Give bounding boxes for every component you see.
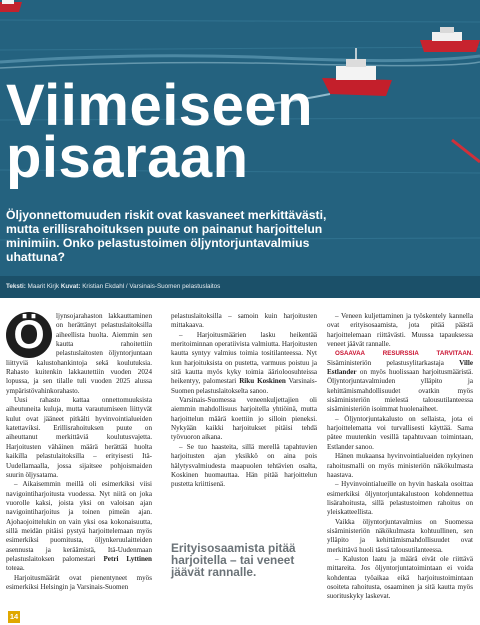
paragraph: – Kaluston laatu ja määrä eivät ole riittävä mittareita. Jos öljyntorjuntatoimintaan ei voida kohdentaa työaikaa eikä harjoitustoimintaan osoiteta rahoitusta, osaaminen ja sitä kautta myös suorituskyky laskevat.: [327, 554, 473, 601]
paragraph: [171, 331, 317, 396]
pull-quote: Erityisosaamista pitää harjoitella – tai veneet jäävät rannalle.: [171, 541, 296, 580]
paragraph: Hänen mukaansa hyvinvointialueiden nykyinen rahoitusmalli on myös ministeriön näkökulmasta haastava.: [327, 452, 473, 479]
paragraph: [6, 312, 152, 396]
byline-photo-label: Kuvat:: [60, 283, 81, 290]
drop-cap: Ö: [6, 312, 52, 358]
article-column-2: [171, 312, 317, 490]
paragraph: Varsinais-Suomessa veneenkuljettajien oli aiemmin mahdollisuus harjoitella yhtiöinä, mutta harjoittelun määrä koettiin jo silloin pieneksi. Nykyään kaikki harjoitukset pitäisi tehdä työvuoron aikana.: [171, 396, 317, 442]
section-subhead: OSAAVAA RESURSSIA TARVITAAN.: [335, 350, 473, 358]
hero-photo: [0, 0, 480, 298]
paragraph: – Hyvinvointialueille on hyvin haskala osoittaa esimerkiksi öljyntorjuntakalustoon kohdennettua lisärahoitusta, sillä pelastustoimen rahoitus on yleiskatteellista.: [327, 480, 473, 517]
paragraph-text: Varsinais-Suomen pelastuslaitokselta sanoo.: [171, 377, 318, 395]
headline-line-2: pisaraan: [6, 125, 249, 190]
paragraph-text: ljynsojarahaston lakkauttaminen on herättänyt pelastuslaitoksilla aiheellista huolta. Aiemmin sen kautta rahoitettiin pelastuslaitosten öljyntorjuntaan liittyviä kalustohankintoja sekä koulutuksia. Rahasto kuitenkin lakkautettiin vuoden 2024 lopussa, ja sen tilalle tuli vuoden 2025 alussa ympäristövahinkorahasto.: [6, 312, 152, 395]
paragraph: – Se tuo haasteita, sillä merellä tapahtuvien harjoitusten ajan yksikkö on aina pois hälytysvalmiudesta maapuolen tehtävien osalta, Koskinen huomauttaa. Hän pitää harjoittelun pustetta kriittisenä.: [171, 442, 317, 489]
paragraph-text: on myös huolissaan harjoitusmääristä. Öljyntorjuntavalmiuden ylläpito ja kehittämismahdollisuudet ovatkin myös sisäministeriön mielestä talousutilanteessa sisäministeriön isoimmat huolenaiheet.: [327, 368, 473, 414]
byline-text-label: Teksti:: [6, 283, 26, 290]
paragraph-text: Sisäministeriön pelastusylitarkastaja: [327, 358, 444, 367]
person-name: Petri Lyttinen: [103, 554, 152, 563]
paragraph: – Öljyntorjuntakalusto on sellaista, jota ei harjoittelematta voi turvallisesti käyttää. Sama pätee muutenkin vesillä tapahtuvaan toimintaan, Estlander sanoo.: [327, 414, 473, 451]
paragraph-text: – Aikaisemmin meillä oli esimerkiksi viisi navigointiharjoitusta vuodessa. Nyt niitä on joka vuorolle kaksi, joista yksi on valoisan ajan navigointiharjoitus ja toinen pimeän ajan. Ajohaojoittelukin on vain yksi osa kokonaisuutta, sillä meidän pitäisi pystyä harjoittelemaan myös esimerkiksi puomitusta, öljynkeruulaitteiden asennusta ja keräämistä, Itä-Uudenmaan pelastuslaitoksen palomestari: [6, 480, 152, 563]
paragraph: [327, 349, 473, 414]
paragraph: Harjoitusmäärät ovat pienentyneet myös esimerkiksi Helsingin ja Varsinais-Suomen: [6, 573, 152, 591]
page-number: 14: [9, 612, 19, 621]
byline-author: Maarit Kirjk: [27, 283, 60, 290]
person-name: Riku Koskinen: [239, 377, 286, 386]
headline-line-1: Viimeiseen: [6, 73, 314, 138]
paragraph: Uusi rahasto kattaa onnettomuuksista aiheutuneita kuluja, mutta varautumiseen liittyvät kulut ovat jääneet pitkälti hyvinvointialueiden katettaviksi. Erillisrahoituksen puute on aiheuttanut merkittäviä koulutusvajetta. Harjoitusten vähäinen määrä herättää huolta kaikilla pelastulaitoksilla – erityisesti Itä-Uudellamaalla, jossa sijaitsee pohjoismaiden suurin öljysatama.: [6, 396, 152, 479]
headline: [0, 73, 314, 190]
paragraph: [6, 480, 152, 573]
paragraph: – Veneen kuljettaminen ja työskentely kannella ovat erityisosaamista, jota pitää päästä harjoittelemaan riittävästi. Muussa tapauksessa veneet jäävät rannalle.: [327, 312, 473, 349]
article-column-3: [327, 312, 473, 602]
paragraph-text: – Harjoitusmäärien lasku heikentää meritoiminnan operatiivista valmiutta. Harjoitusten kautta syntyy valmius toimia tositilanteessa. Nyt kun harjoituksista on pustetta, varmuus poistuu ja sitä kautta myös kyky toimia äärioloosuhteissa heikentyy, palomestari: [171, 330, 317, 386]
person-name: Ville Estlander: [327, 358, 473, 377]
lead-paragraph: Öljyonnettomuuden riskit ovat kasvaneet merkittävästi, mutta erillisrahoituksen puute on painanut harjoittelun minimiin. Onko pelastustoimen öljyntorjuntavalmius uhattuna?: [6, 208, 327, 264]
paragraph-text: toteaa.: [6, 564, 25, 573]
byline: [6, 283, 220, 290]
paragraph: pelastuslaitoksilla – samoin kuin harjoitusten mittakaava.: [171, 312, 317, 330]
article-column-1: [6, 312, 152, 592]
paragraph: Vaikka öljyntorjuntavalmius on Suomessa sisäministeriön näkökulmasta kohtuullinen, sen ylläpito ja kehittämismahdollisuudet ovat merkittävä huoli tässä talousutilanteessa.: [327, 517, 473, 554]
byline-photographer: Kristian Ekdahl / Varsinais-Suomen pelastuslaitos: [82, 283, 221, 290]
